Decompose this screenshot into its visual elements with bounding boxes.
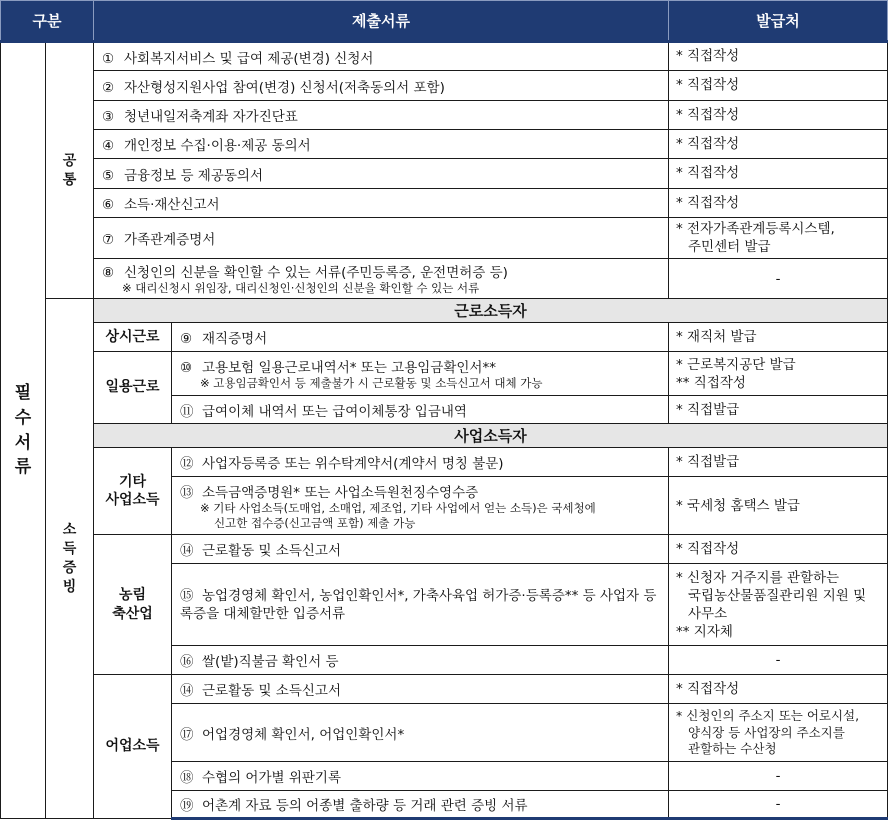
subcategory-fishery: 어업소득 <box>94 675 172 819</box>
table-row <box>1 189 888 218</box>
header-category: 구분 <box>1 1 94 42</box>
document-cell: ③ 청년내일저축계좌 자가진단표 <box>94 101 669 130</box>
header-issuer: 발급처 <box>669 1 888 42</box>
issuer-cell: * 직접작성 <box>669 101 888 130</box>
document-cell: ⑪ 급여이체 내역서 또는 급여이체통장 입금내역 <box>172 396 669 424</box>
document-cell: ⑩ 고용보험 일용근로내역서* 또는 고용임금확인서** ※ 고용임금확인서 등 제출불가 시 근로활동 및 소득신고서 대체 가능 <box>172 352 669 396</box>
table-row <box>1 159 888 189</box>
issuer-cell: * 직접발급 <box>669 448 888 477</box>
issuer-cell: - <box>669 646 888 675</box>
document-cell: ⑲ 어촌계 자료 등의 어종별 출하량 등 거래 관련 증빙 서류 <box>172 791 669 819</box>
group-label-income: 소 득 증 빙 <box>46 299 94 819</box>
document-cell: ⑨ 재직증명서 <box>172 323 669 352</box>
issuer-cell: * 재직처 발급 <box>669 323 888 352</box>
issuer-cell: * 직접작성 <box>669 159 888 189</box>
table-row <box>1 448 888 477</box>
issuer-cell: - <box>669 762 888 791</box>
issuer-cell: * 직접작성 <box>669 71 888 101</box>
issuer-cell: * 직접작성 <box>669 535 888 564</box>
subcategory-daily: 일용근로 <box>94 352 172 424</box>
issuer-cell: * 직접작성 <box>669 675 888 704</box>
document-cell: ⑱ 수협의 어가별 위판기록 <box>172 762 669 791</box>
section-title-business: 사업소득자 <box>94 424 888 448</box>
table-row <box>1 42 888 71</box>
issuer-cell: * 국세청 홈택스 발급 <box>669 477 888 535</box>
document-cell: ② 자산형성지원사업 참여(변경) 신청서(저축동의서 포함) <box>94 71 669 101</box>
document-cell: ⑧ 신청인의 신분을 확인할 수 있는 서류(주민등록증, 운전면허증 등) ※ 대리신청시 위임장, 대리신청인·신청인의 신분을 확인할 수 있는 서류 <box>94 259 669 299</box>
section-row <box>1 424 888 448</box>
issuer-cell: - <box>669 259 888 299</box>
document-cell: ⑭ 근로활동 및 소득신고서 <box>172 535 669 564</box>
section-title-labor: 근로소득자 <box>94 299 888 323</box>
table-row <box>1 352 888 396</box>
document-cell: ⑭ 근로활동 및 소득신고서 <box>172 675 669 704</box>
document-cell: ⑦ 가족관계증명서 <box>94 218 669 259</box>
table-row <box>1 259 888 299</box>
table-row <box>1 71 888 101</box>
issuer-cell: * 신청인의 주소지 또는 어로시설, 양식장 등 사업장의 주소지를 관할하는 수산청 <box>669 704 888 762</box>
document-cell: ⑫ 사업자등록증 또는 위수탁계약서(계약서 명칭 불문) <box>172 448 669 477</box>
table-row <box>1 130 888 159</box>
table-row <box>1 218 888 259</box>
issuer-cell: * 근로복지공단 발급 ** 직접작성 <box>669 352 888 396</box>
table-row <box>1 323 888 352</box>
document-cell: ⑬ 소득금액증명원* 또는 사업소득원천징수영수증 ※ 기타 사업소득(도매업, 소매업, 제조업, 기타 사업에서 얻는 소득)은 국세청에 신고한 접수증(신고금액 포함) 제출 가능 <box>172 477 669 535</box>
issuer-cell: * 직접작성 <box>669 130 888 159</box>
issuer-cell: * 직접작성 <box>669 42 888 71</box>
header-row <box>1 1 888 42</box>
header-documents: 제출서류 <box>94 1 669 42</box>
table-row <box>1 675 888 704</box>
document-cell: ⑥ 소득·재산신고서 <box>94 189 669 218</box>
issuer-cell: * 직접작성 <box>669 189 888 218</box>
document-cell: ① 사회복지서비스 및 급여 제공(변경) 신청서 <box>94 42 669 71</box>
section-row <box>1 299 888 323</box>
document-cell: ④ 개인정보 수집·이용·제공 동의서 <box>94 130 669 159</box>
group-label-common: 공 통 <box>46 42 94 299</box>
subcategory-regular: 상시근로 <box>94 323 172 352</box>
issuer-cell: * 직접발급 <box>669 396 888 424</box>
subcategory-other-business: 기타 사업소득 <box>94 448 172 535</box>
group-label-required: 필 수 서 류 <box>1 42 46 819</box>
issuer-cell: * 신청자 거주지를 관할하는 국립농산물품질관리원 지원 및 사무소 ** 지자체 <box>669 564 888 646</box>
table-row <box>1 101 888 130</box>
document-cell: ⑤ 금융정보 등 제공동의서 <box>94 159 669 189</box>
subcategory-farm: 농림 축산업 <box>94 535 172 675</box>
document-cell: ⑯ 쌀(밭)직불금 확인서 등 <box>172 646 669 675</box>
issuer-cell: - <box>669 791 888 819</box>
table-row <box>1 535 888 564</box>
document-cell: ⑮ 농업경영체 확인서, 농업인확인서*, 가축사육업 허가증·등록증** 등 사업자 등록증을 대체할만한 입증서류 <box>172 564 669 646</box>
issuer-cell: * 전자가족관계등록시스템, 주민센터 발급 <box>669 218 888 259</box>
document-cell: ⑰ 어업경영체 확인서, 어업인확인서* <box>172 704 669 762</box>
